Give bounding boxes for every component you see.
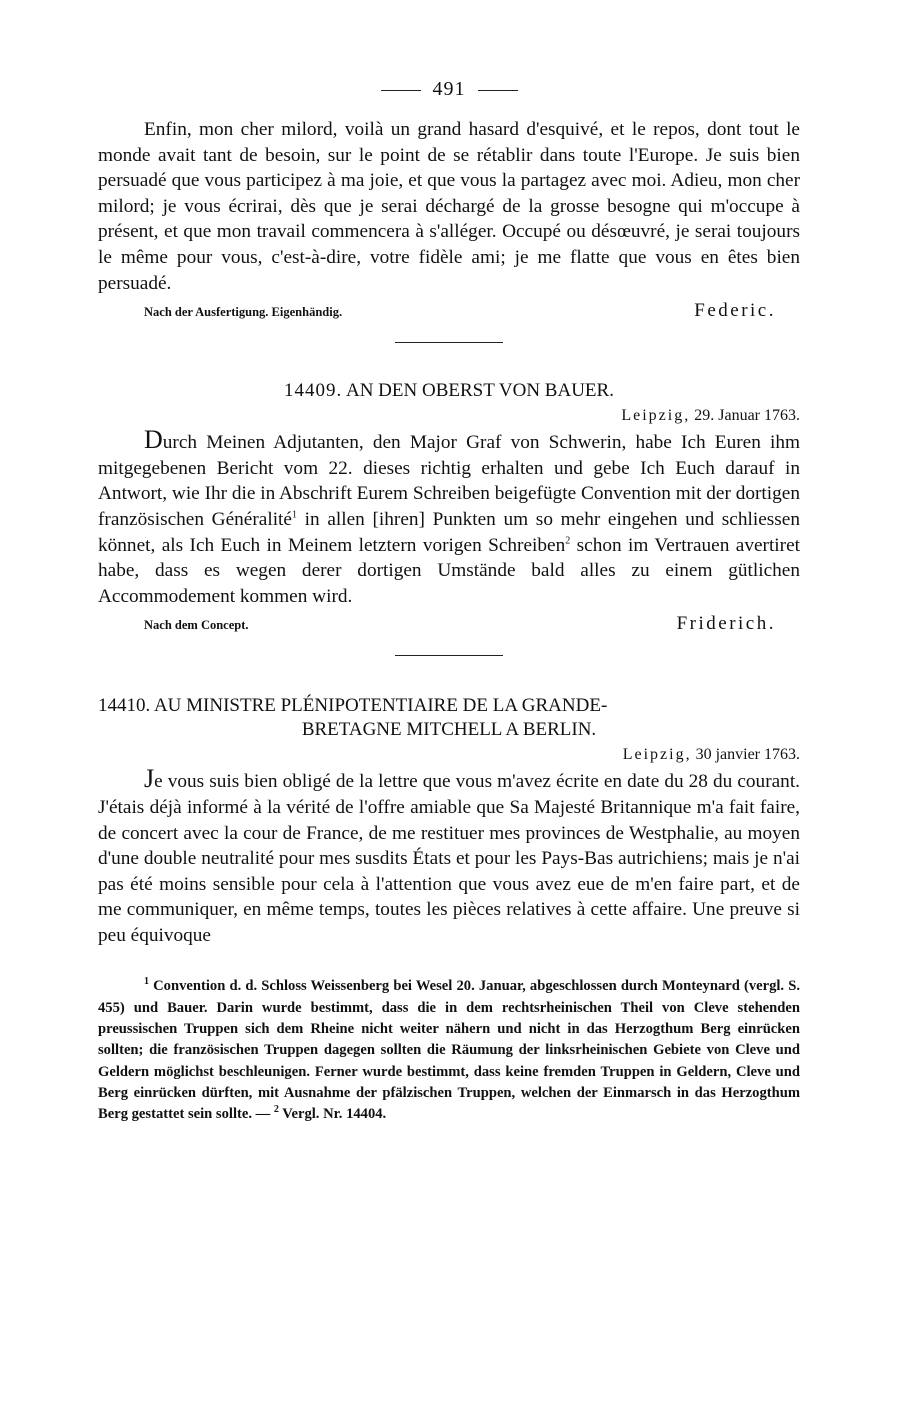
letter1-source: Nach der Ausfertigung. Eigenhändig. xyxy=(144,305,343,320)
letter2-dropcap: D xyxy=(144,425,163,455)
letter3-dropcap: J xyxy=(144,764,155,794)
letter2-title: AN DEN OBERST VON BAUER. xyxy=(345,380,614,402)
letter3-date: 30 janvier 1763. xyxy=(695,746,800,764)
letter3-dateline xyxy=(98,746,800,764)
letter2-source: Nach dem Concept. xyxy=(144,618,249,633)
section-divider-1 xyxy=(395,342,503,343)
letter2-signature: Friderich. xyxy=(676,613,776,635)
footnote-ref-1: 1 xyxy=(291,509,297,521)
letter1-source-line xyxy=(98,300,800,322)
footnotes xyxy=(98,976,800,1125)
footnote-1 xyxy=(98,976,800,1125)
letter2-text-b: in allen [ihren] Punkten um so mehr eingehen und schliessen könnet, als Ich Euch in Meinem letztern vorigen Schreiben xyxy=(98,508,800,556)
letter1-signature: Federic. xyxy=(694,300,776,322)
letter2-date: 29. Januar 1763. xyxy=(694,407,800,425)
letter2-source-line xyxy=(98,613,800,635)
letter3-number: 14410. xyxy=(98,695,151,717)
footnote-2-marker: 2 xyxy=(273,1104,279,1116)
letter2-text-a: urch Meinen Adjutanten, den Major Graf von Schwerin, habe Ich Euren ihm mitgegebenen Bericht vom 22. dieses richtig erhalten und gebe Ich Euch darauf in Antwort, wie Ihr die in Abschrift Eurem Schreiben beigefügte Convention mit der dortigen französischen Généralité xyxy=(98,432,800,530)
letter2-body xyxy=(98,427,800,609)
section-divider-2 xyxy=(395,655,503,656)
page-number-dash-left xyxy=(381,90,421,91)
footnote-2-text: Vergl. Nr. 14404. xyxy=(282,1106,387,1123)
page-number-dash-right xyxy=(478,90,518,91)
page-number xyxy=(98,78,800,101)
letter3-title-line2: BRETAGNE MITCHELL A BERLIN. xyxy=(301,719,597,741)
letter2-heading xyxy=(98,379,800,403)
document-page xyxy=(98,78,800,1126)
letter2-number: 14409. xyxy=(284,380,343,402)
letter3-body xyxy=(98,766,800,948)
letter3-heading xyxy=(98,694,800,742)
letter3-place: Leipzig, xyxy=(622,746,692,764)
letter2-place: Leipzig, xyxy=(621,407,691,425)
footnote-1-marker: 1 xyxy=(144,976,149,988)
footnote-1-text: Convention d. d. Schloss Weissenberg bei Wesel 20. Januar, abgeschlossen durch Monteynard (vergl. S. 455) und Bauer. Darin wurde bestimmt, dass die in dem rechtsrheinischen Theil von Cleve stehenden preussischen Truppen sich dem Rheine nicht weiter nähern und nicht in das Herzogthum Berg einrücken sollten; die französischen Truppen dagegen sollten die Räumung der linksrheinischen Gebiete von Cleve und Geldern möglichst beschleunigen. Ferner wurde bestimmt, dass keine fremden Truppen in Geldern, Cleve und Berg einrücken dürften, mit Ausnahme der pfälzischen Truppen, welchen der Einmarsch in das Herzogthum Berg gestattet sein sollte. — xyxy=(98,978,800,1123)
letter1-body: Enfin, mon cher milord, voilà un grand hasard d'esquivé, et le repos, dont tout le monde avait tant de besoin, sur le point de se rétablir dans toute l'Europe. Je suis bien persuadé que vous participez à ma joie, et que vous la partagez avec moi. Adieu, mon cher milord; je vous écrirai, dès que je serai déchargé de la grosse besogne qui m'occupe à présent, et que mon travail commencera à s'alléger. Occupé ou désœuvré, je serai toujours le même pour vous, c'est-à-dire, votre fidèle ami; je me flatte que vous en êtes bien persuadé. xyxy=(98,119,800,294)
page-number-text: 491 xyxy=(432,78,466,100)
letter3-text: e vous suis bien obligé de la lettre que vous m'avez écrite en date du 28 du courant. J'étais déjà informé à la vérité de l'offre amiable que Sa Majesté Britannique m'a fait faire, de concert avec la cour de France, de me restituer mes provinces de Westphalie, au moyen d'une double neutralité pour mes susdits États et pour les Pays-Bas autrichiens; mais je n'ai pas été moins sensible pour cela à l'attention que vous avez eue de m'en faire part, et de me communiquer, en même temps, toutes les pièces relatives à cette affaire. Une preuve si peu équivoque xyxy=(98,771,800,946)
letter2-text-c: schon im Vertrauen avertiret habe, dass es wegen derer dortigen Umstände bald alles zu einem gütlichen Accommodement kommen wird. xyxy=(98,534,800,607)
letter2-dateline xyxy=(98,407,800,425)
footnote-ref-2: 2 xyxy=(565,535,571,547)
letter3-title-line1: AU MINISTRE PLÉNIPOTENTIAIRE DE LA GRANDE- xyxy=(153,695,608,717)
